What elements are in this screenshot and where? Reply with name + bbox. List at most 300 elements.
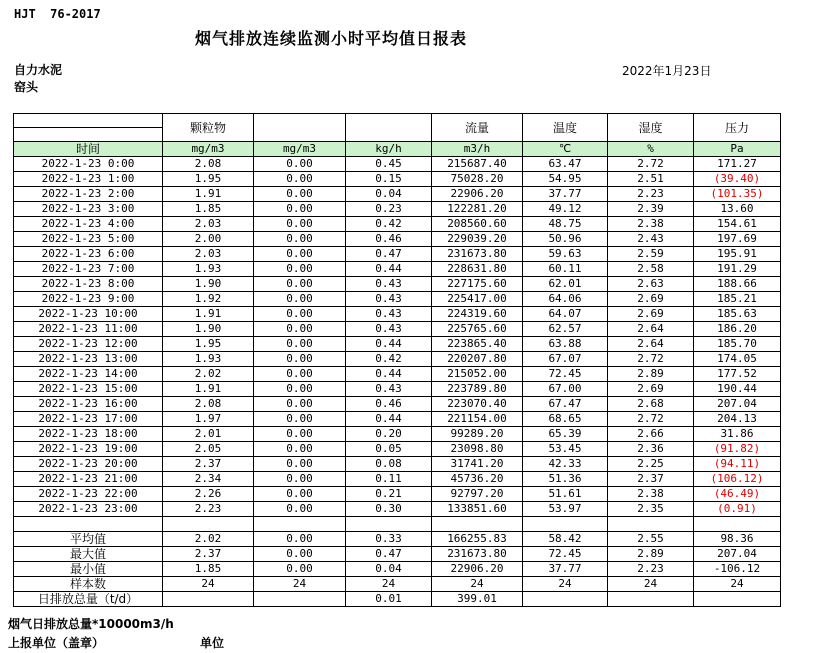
time-cell: 2022-1-23 18:00 — [14, 427, 163, 442]
col-header-flow: 流量 — [432, 114, 523, 142]
value-cell: 122281.20 — [432, 202, 523, 217]
time-cell: 2022-1-23 10:00 — [14, 307, 163, 322]
value-cell: 24 — [523, 577, 608, 592]
value-cell: 0.46 — [346, 397, 432, 412]
value-cell: 0.23 — [346, 202, 432, 217]
value-cell: 2.72 — [608, 157, 694, 172]
group-header-row — [14, 114, 781, 142]
value-cell: 0.00 — [254, 292, 346, 307]
table-row — [14, 457, 781, 472]
value-cell: 24 — [254, 577, 346, 592]
station-name: 窑头 — [14, 80, 39, 94]
time-cell: 2022-1-23 16:00 — [14, 397, 163, 412]
value-cell: 1.85 — [163, 202, 254, 217]
value-cell: 2.69 — [608, 382, 694, 397]
value-cell: 0.30 — [346, 502, 432, 517]
value-cell: 49.12 — [523, 202, 608, 217]
value-cell: 188.66 — [694, 277, 781, 292]
time-cell: 2022-1-23 15:00 — [14, 382, 163, 397]
value-cell: 0.46 — [346, 232, 432, 247]
summary-row — [14, 592, 781, 607]
value-cell: 2.01 — [163, 427, 254, 442]
value-cell: 166255.83 — [432, 532, 523, 547]
value-cell: 2.37 — [608, 472, 694, 487]
value-cell: 0.44 — [346, 337, 432, 352]
value-cell: 2.08 — [163, 157, 254, 172]
value-cell: 51.61 — [523, 487, 608, 502]
time-cell: 2022-1-23 19:00 — [14, 442, 163, 457]
value-cell: 64.07 — [523, 307, 608, 322]
value-cell: 99289.20 — [432, 427, 523, 442]
value-cell — [608, 517, 694, 532]
value-cell: 2.89 — [608, 367, 694, 382]
value-cell: 2.23 — [163, 502, 254, 517]
value-cell: 0.00 — [254, 202, 346, 217]
summary-row — [14, 577, 781, 592]
value-cell: 68.65 — [523, 412, 608, 427]
time-cell: 2022-1-23 13:00 — [14, 352, 163, 367]
value-cell — [432, 517, 523, 532]
value-cell: 171.27 — [694, 157, 781, 172]
value-cell: 1.90 — [163, 277, 254, 292]
value-cell: 0.00 — [254, 397, 346, 412]
value-cell: 0.00 — [254, 487, 346, 502]
value-cell: (46.49) — [694, 487, 781, 502]
time-cell — [14, 517, 163, 532]
value-cell: 22906.20 — [432, 562, 523, 577]
value-cell: 220207.80 — [432, 352, 523, 367]
value-cell: 0.00 — [254, 547, 346, 562]
value-cell — [254, 517, 346, 532]
value-cell: 225417.00 — [432, 292, 523, 307]
value-cell: 0.33 — [346, 532, 432, 547]
summary-row — [14, 547, 781, 562]
time-cell: 2022-1-23 22:00 — [14, 487, 163, 502]
time-header-spacer-cell — [14, 114, 163, 142]
time-cell: 2022-1-23 6:00 — [14, 247, 163, 262]
summary-row — [14, 562, 781, 577]
value-cell: 2.72 — [608, 352, 694, 367]
value-cell: 0.00 — [254, 187, 346, 202]
value-cell: (94.11) — [694, 457, 781, 472]
time-cell: 2022-1-23 2:00 — [14, 187, 163, 202]
value-cell: 31741.20 — [432, 457, 523, 472]
value-cell: 60.11 — [523, 262, 608, 277]
value-cell: 2.43 — [608, 232, 694, 247]
value-cell: 50.96 — [523, 232, 608, 247]
table-row — [14, 487, 781, 502]
value-cell: 231673.80 — [432, 247, 523, 262]
table-row — [14, 277, 781, 292]
value-cell: (39.40) — [694, 172, 781, 187]
value-cell: 0.45 — [346, 157, 432, 172]
value-cell: 0.42 — [346, 352, 432, 367]
value-cell: 2.64 — [608, 337, 694, 352]
value-cell: 64.06 — [523, 292, 608, 307]
value-cell — [694, 517, 781, 532]
value-cell: (0.91) — [694, 502, 781, 517]
table-row — [14, 262, 781, 277]
time-cell: 2022-1-23 20:00 — [14, 457, 163, 472]
value-cell: 2.03 — [163, 247, 254, 262]
footer-line — [0, 634, 813, 652]
value-cell: 0.43 — [346, 307, 432, 322]
time-cell: 2022-1-23 23:00 — [14, 502, 163, 517]
value-cell — [254, 592, 346, 607]
value-cell: 2.38 — [608, 217, 694, 232]
value-cell: 185.63 — [694, 307, 781, 322]
value-cell: 59.63 — [523, 247, 608, 262]
table-row — [14, 352, 781, 367]
unit-pa: Pa — [694, 142, 781, 157]
unit-header-row — [14, 142, 781, 157]
value-cell: 31.86 — [694, 427, 781, 442]
row-label-cell: 最大值 — [14, 547, 163, 562]
value-cell: 67.00 — [523, 382, 608, 397]
value-cell: 23098.80 — [432, 442, 523, 457]
unit-mgm3-2: mg/m3 — [254, 142, 346, 157]
value-cell: 0.00 — [254, 472, 346, 487]
value-cell: 65.39 — [523, 427, 608, 442]
value-cell: 63.88 — [523, 337, 608, 352]
value-cell: 24 — [694, 577, 781, 592]
value-cell: 0.47 — [346, 247, 432, 262]
value-cell: 177.52 — [694, 367, 781, 382]
value-cell: 0.00 — [254, 277, 346, 292]
value-cell: 0.00 — [254, 172, 346, 187]
value-cell: (106.12) — [694, 472, 781, 487]
table-row — [14, 367, 781, 382]
value-cell: 0.01 — [346, 592, 432, 607]
col-header-blank-1 — [254, 114, 346, 142]
col-header-particulate: 颗粒物 — [163, 114, 254, 142]
value-cell: 1.91 — [163, 382, 254, 397]
value-cell: 0.00 — [254, 157, 346, 172]
value-cell: 207.04 — [694, 397, 781, 412]
time-cell: 2022-1-23 12:00 — [14, 337, 163, 352]
row-label-cell: 平均值 — [14, 532, 163, 547]
value-cell: 0.04 — [346, 562, 432, 577]
table-row — [14, 412, 781, 427]
value-cell: 72.45 — [523, 367, 608, 382]
table-row — [14, 397, 781, 412]
row-label-cell: 最小值 — [14, 562, 163, 577]
value-cell: 399.01 — [432, 592, 523, 607]
table-row — [14, 187, 781, 202]
value-cell: 0.00 — [254, 217, 346, 232]
value-cell: 0.47 — [346, 547, 432, 562]
value-cell: 0.00 — [254, 382, 346, 397]
time-cell: 2022-1-23 14:00 — [14, 367, 163, 382]
value-cell: 1.97 — [163, 412, 254, 427]
value-cell: 0.00 — [254, 307, 346, 322]
value-cell: 227175.60 — [432, 277, 523, 292]
value-cell: (91.82) — [694, 442, 781, 457]
time-cell: 2022-1-23 21:00 — [14, 472, 163, 487]
value-cell: 223070.40 — [432, 397, 523, 412]
value-cell: 0.44 — [346, 367, 432, 382]
value-cell — [346, 517, 432, 532]
value-cell: 0.00 — [254, 532, 346, 547]
table-row — [14, 322, 781, 337]
value-cell: 24 — [163, 577, 254, 592]
value-cell: 0.00 — [254, 247, 346, 262]
value-cell: 1.95 — [163, 337, 254, 352]
value-cell: 2.39 — [608, 202, 694, 217]
value-cell: 37.77 — [523, 562, 608, 577]
unit-m3h: m3/h — [432, 142, 523, 157]
time-cell: 2022-1-23 17:00 — [14, 412, 163, 427]
value-cell: 1.85 — [163, 562, 254, 577]
table-row — [14, 157, 781, 172]
value-cell — [163, 517, 254, 532]
value-cell: 37.77 — [523, 187, 608, 202]
value-cell: 0.05 — [346, 442, 432, 457]
value-cell: 229039.20 — [432, 232, 523, 247]
value-cell: 223865.40 — [432, 337, 523, 352]
table-row — [14, 217, 781, 232]
footnote: 烟气日排放总量*10000m3/h — [8, 617, 174, 631]
value-cell: 1.92 — [163, 292, 254, 307]
value-cell: 0.42 — [346, 217, 432, 232]
value-cell: 2.00 — [163, 232, 254, 247]
col-header-temperature: 温度 — [523, 114, 608, 142]
value-cell: 2.64 — [608, 322, 694, 337]
value-cell: 92797.20 — [432, 487, 523, 502]
value-cell: 75028.20 — [432, 172, 523, 187]
value-cell: 72.45 — [523, 547, 608, 562]
time-cell: 2022-1-23 0:00 — [14, 157, 163, 172]
row-label-cell: 日排放总量（t/d） — [14, 592, 163, 607]
value-cell: 2.23 — [608, 562, 694, 577]
table-row — [14, 427, 781, 442]
value-cell: 45736.20 — [432, 472, 523, 487]
value-cell: 2.23 — [608, 187, 694, 202]
time-cell: 2022-1-23 1:00 — [14, 172, 163, 187]
value-cell: 0.15 — [346, 172, 432, 187]
value-cell: 191.29 — [694, 262, 781, 277]
table-row — [14, 247, 781, 262]
value-cell: 53.97 — [523, 502, 608, 517]
value-cell: 1.93 — [163, 352, 254, 367]
value-cell: 225765.60 — [432, 322, 523, 337]
value-cell: 2.68 — [608, 397, 694, 412]
value-cell — [694, 592, 781, 607]
table-row — [14, 232, 781, 247]
value-cell: 67.07 — [523, 352, 608, 367]
value-cell: 0.43 — [346, 292, 432, 307]
time-cell: 2022-1-23 3:00 — [14, 202, 163, 217]
unit-percent: % — [608, 142, 694, 157]
value-cell: 204.13 — [694, 412, 781, 427]
value-cell: 2.37 — [163, 547, 254, 562]
value-cell: 197.69 — [694, 232, 781, 247]
value-cell: 0.00 — [254, 262, 346, 277]
value-cell: 0.44 — [346, 412, 432, 427]
value-cell: 2.03 — [163, 217, 254, 232]
table-row — [14, 307, 781, 322]
value-cell: 224319.60 — [432, 307, 523, 322]
table-row — [14, 442, 781, 457]
time-cell: 2022-1-23 11:00 — [14, 322, 163, 337]
value-cell: 0.00 — [254, 412, 346, 427]
value-cell: 0.00 — [254, 352, 346, 367]
value-cell: 0.44 — [346, 262, 432, 277]
value-cell: 58.42 — [523, 532, 608, 547]
value-cell: 2.37 — [163, 457, 254, 472]
value-cell: 154.61 — [694, 217, 781, 232]
value-cell — [523, 592, 608, 607]
summary-row — [14, 532, 781, 547]
value-cell: 0.00 — [254, 442, 346, 457]
value-cell: 2.69 — [608, 307, 694, 322]
value-cell: 2.26 — [163, 487, 254, 502]
doc-code: HJT 76-2017 — [14, 7, 101, 21]
value-cell: 2.38 — [608, 487, 694, 502]
time-cell: 2022-1-23 7:00 — [14, 262, 163, 277]
value-cell: 2.34 — [163, 472, 254, 487]
value-cell: 0.11 — [346, 472, 432, 487]
value-cell: 0.00 — [254, 562, 346, 577]
unit-mgm3-1: mg/m3 — [163, 142, 254, 157]
value-cell: 1.90 — [163, 322, 254, 337]
report-org-label: 上报单位（盖章） — [8, 636, 105, 650]
value-cell: 174.05 — [694, 352, 781, 367]
value-cell: -106.12 — [694, 562, 781, 577]
col-header-humidity: 湿度 — [608, 114, 694, 142]
value-cell: 13.60 — [694, 202, 781, 217]
value-cell: 1.91 — [163, 307, 254, 322]
page-title: 烟气排放连续监测小时平均值日报表 — [195, 29, 468, 48]
report-date: 2022年1月23日 — [622, 64, 712, 78]
col-header-pressure: 压力 — [694, 114, 781, 142]
value-cell: 133851.60 — [432, 502, 523, 517]
value-cell: 2.02 — [163, 532, 254, 547]
value-cell: 221154.00 — [432, 412, 523, 427]
value-cell: 0.00 — [254, 502, 346, 517]
value-cell: 67.47 — [523, 397, 608, 412]
value-cell: 0.00 — [254, 457, 346, 472]
time-cell: 2022-1-23 5:00 — [14, 232, 163, 247]
value-cell: 24 — [608, 577, 694, 592]
value-cell: (101.35) — [694, 187, 781, 202]
time-cell: 2022-1-23 8:00 — [14, 277, 163, 292]
row-label-cell: 样本数 — [14, 577, 163, 592]
value-cell: 42.33 — [523, 457, 608, 472]
value-cell: 2.66 — [608, 427, 694, 442]
value-cell: 0.00 — [254, 427, 346, 442]
value-cell: 2.05 — [163, 442, 254, 457]
value-cell: 0.08 — [346, 457, 432, 472]
table-row — [14, 472, 781, 487]
value-cell: 2.08 — [163, 397, 254, 412]
value-cell: 195.91 — [694, 247, 781, 262]
unit-celsius: ℃ — [523, 142, 608, 157]
table-body — [14, 157, 781, 607]
value-cell: 62.57 — [523, 322, 608, 337]
value-cell: 2.55 — [608, 532, 694, 547]
value-cell: 0.00 — [254, 232, 346, 247]
value-cell: 228631.80 — [432, 262, 523, 277]
time-cell: 2022-1-23 9:00 — [14, 292, 163, 307]
time-column-header: 时间 — [14, 142, 163, 157]
table-row — [14, 292, 781, 307]
value-cell: 2.25 — [608, 457, 694, 472]
value-cell: 1.93 — [163, 262, 254, 277]
value-cell: 62.01 — [523, 277, 608, 292]
value-cell: 223789.80 — [432, 382, 523, 397]
value-cell: 1.91 — [163, 187, 254, 202]
value-cell: 0.00 — [254, 337, 346, 352]
value-cell: 0.20 — [346, 427, 432, 442]
unit-kgh: kg/h — [346, 142, 432, 157]
value-cell: 208560.60 — [432, 217, 523, 232]
value-cell: 24 — [432, 577, 523, 592]
value-cell — [608, 592, 694, 607]
value-cell: 185.70 — [694, 337, 781, 352]
value-cell: 22906.20 — [432, 187, 523, 202]
table-header — [14, 114, 781, 157]
value-cell — [523, 517, 608, 532]
value-cell — [163, 592, 254, 607]
value-cell: 231673.80 — [432, 547, 523, 562]
value-cell: 1.95 — [163, 172, 254, 187]
spacer-row — [14, 517, 781, 532]
time-cell: 2022-1-23 4:00 — [14, 217, 163, 232]
value-cell: 2.89 — [608, 547, 694, 562]
company-name: 自力水泥 — [14, 63, 63, 77]
table-row — [14, 172, 781, 187]
value-cell: 0.04 — [346, 187, 432, 202]
monitoring-data-table — [13, 113, 781, 607]
value-cell: 215052.00 — [432, 367, 523, 382]
value-cell: 207.04 — [694, 547, 781, 562]
value-cell: 186.20 — [694, 322, 781, 337]
value-cell: 54.95 — [523, 172, 608, 187]
value-cell: 63.47 — [523, 157, 608, 172]
value-cell: 0.43 — [346, 382, 432, 397]
value-cell: 48.75 — [523, 217, 608, 232]
table-row — [14, 502, 781, 517]
value-cell: 53.45 — [523, 442, 608, 457]
value-cell: 2.02 — [163, 367, 254, 382]
value-cell: 0.43 — [346, 322, 432, 337]
value-cell: 0.00 — [254, 322, 346, 337]
value-cell: 2.72 — [608, 412, 694, 427]
table-row — [14, 382, 781, 397]
table-row — [14, 337, 781, 352]
value-cell: 2.58 — [608, 262, 694, 277]
unit-label: 单位 — [200, 636, 225, 650]
value-cell: 0.21 — [346, 487, 432, 502]
value-cell: 2.36 — [608, 442, 694, 457]
value-cell: 98.36 — [694, 532, 781, 547]
value-cell: 24 — [346, 577, 432, 592]
value-cell: 2.59 — [608, 247, 694, 262]
value-cell: 190.44 — [694, 382, 781, 397]
value-cell: 51.36 — [523, 472, 608, 487]
table-row — [14, 202, 781, 217]
value-cell: 2.51 — [608, 172, 694, 187]
value-cell: 0.43 — [346, 277, 432, 292]
value-cell: 185.21 — [694, 292, 781, 307]
value-cell: 215687.40 — [432, 157, 523, 172]
value-cell: 0.00 — [254, 367, 346, 382]
value-cell: 2.63 — [608, 277, 694, 292]
value-cell: 2.69 — [608, 292, 694, 307]
col-header-blank-2 — [346, 114, 432, 142]
value-cell: 2.35 — [608, 502, 694, 517]
